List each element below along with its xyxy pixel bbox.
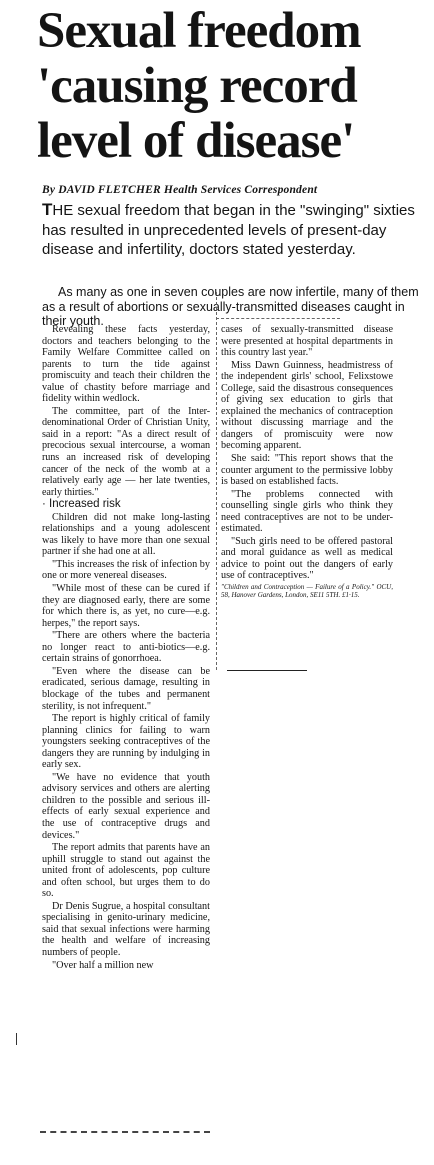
body-paragraph: Miss Dawn Guinness, headmistress of the independent girls' school, Felixstowe College, said the disastrous consequences of giving sex education to girls that explained the mechanics of contraception without discussing marriage and the dangers of promiscuity were now becoming apparent. bbox=[221, 359, 393, 452]
column-rule bbox=[216, 318, 340, 319]
column-right bbox=[221, 324, 393, 600]
lead-text: HE sexual freedom that began in the "swinging" sixties has resulted in unprecedented levels of present-day disease and infertility, doctors stated yesterday. bbox=[42, 202, 415, 259]
body-paragraph: Dr Denis Sugrue, a hospital consultant specialising in genito-urinary medicine, said that sexual infections were harming the health and welfare of increasing numbers of people. bbox=[42, 900, 210, 958]
byline: By DAVID FLETCHER Health Services Correspondent bbox=[42, 184, 318, 196]
subheading: · Increased risk bbox=[42, 498, 121, 511]
column-divider bbox=[216, 292, 217, 670]
headline-line: level of disease' bbox=[37, 113, 355, 169]
margin-mark bbox=[16, 1033, 17, 1045]
body-paragraph: Revealing these facts yesterday, doctors and teachers belonging to the Family Welfare Committee called on parents to turn the tide against promiscuity and teach their children the value of chastity before marriage and fidelity within wedlock. bbox=[42, 324, 210, 405]
body-paragraph: The committee, part of the Inter-denominational Order of Christian Unity, said in a report: "As a direct result of precocious sexual intercourse, a woman runs an increased risk of developing cancer of the neck of the womb at a relatively early age — her late twenties, early thirties." bbox=[42, 405, 210, 498]
body-paragraph: "The problems connected with counselling single girls who think they need contraceptives are not to be under-estimated. bbox=[221, 488, 393, 535]
subheading-text: Increased risk bbox=[49, 498, 121, 511]
body-paragraph: "This increases the risk of infection by one or more venereal diseases. bbox=[42, 558, 210, 582]
column-left bbox=[42, 324, 210, 972]
body-paragraph: "Over half a million new bbox=[52, 959, 154, 971]
bottom-rule bbox=[40, 1131, 210, 1133]
headline-line: 'causing record bbox=[37, 58, 357, 114]
body-paragraph: The report admits that parents have an uphill struggle to stand out against the united front of adolescents, pop culture and often school, but urges them to do so. bbox=[42, 842, 210, 900]
end-rule bbox=[227, 670, 307, 671]
body-paragraph: "Even where the disease can be eradicated, serious damage, resulting in blockage of the tubes and permanent sterility, is not infrequent." bbox=[42, 665, 210, 712]
body-paragraph: She said: "This report shows that the counter argument to the permissive lobby is based on established facts. bbox=[221, 453, 393, 488]
headline-line: Sexual freedom bbox=[37, 3, 361, 59]
body-paragraph: "We have no evidence that youth advisory services and others are alerting children to the possible and serious ill-effects of early sexual experience and the use of contraceptive drugs and devices." bbox=[42, 771, 210, 841]
body-paragraph: "While most of these can be cured if they are diagnosed early, there are some for which there is, as yet, no cure—e.g. herpes," the report says. bbox=[42, 583, 210, 629]
body-paragraph: "There are others where the bacteria no longer react to anti-biotics—e.g. certain strains of gonorrhoea. bbox=[42, 630, 210, 665]
body-paragraph: cases of sexually-transmitted disease were presented at hospital departments in this country last year." bbox=[221, 324, 393, 359]
body-paragraph: "Such girls need to be offered pastoral and moral guidance as well as medical advice to point out the dangers of early use of contraceptives." bbox=[221, 535, 393, 582]
second-paragraph: As many as one in seven couples are now infertile, many of them as a result of abortions or sexually-transmitted diseases caught in their youth. bbox=[42, 285, 419, 329]
body-paragraph: Children did not make long-lasting relationships and a young adolescent was likely to have more than one sexual partner if she had one at all. bbox=[42, 511, 210, 558]
drop-cap: T bbox=[42, 200, 53, 219]
headline bbox=[37, 4, 432, 169]
body-paragraph: The report is highly critical of family planning clinics for failing to warn youngsters seeking contraceptives of the dangers they are running by indulging in early sex. bbox=[42, 713, 210, 771]
lead-paragraph bbox=[42, 200, 427, 260]
source-credit: "Children and Contraception — Failure of a Policy." OCU, 58, Hanover Gardens, London, SE11 5TH. £1·15. bbox=[221, 583, 393, 600]
